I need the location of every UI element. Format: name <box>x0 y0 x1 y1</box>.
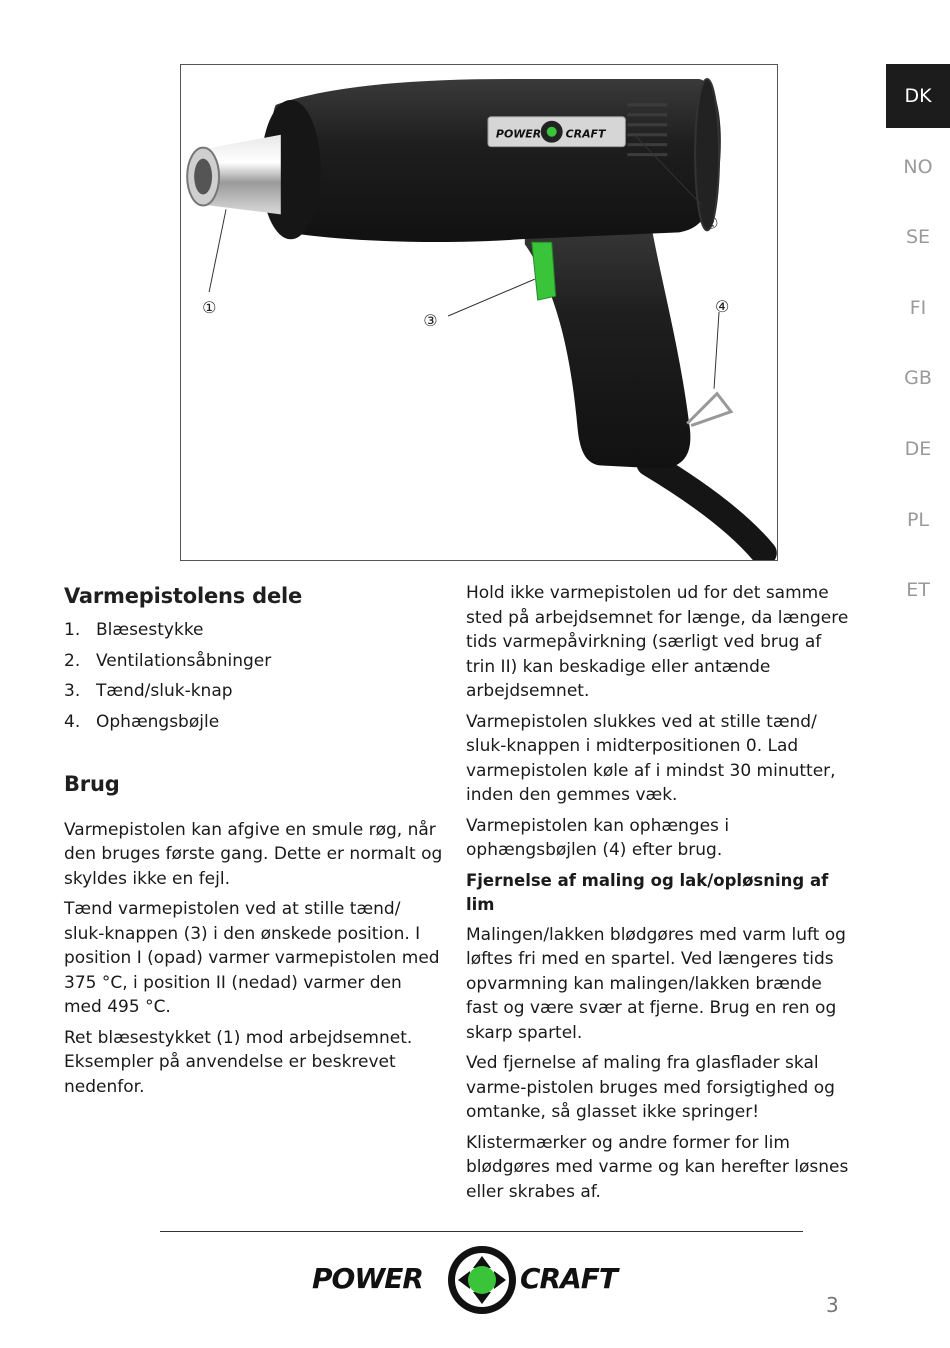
callout-4: ④ <box>715 297 730 317</box>
lang-tab-et[interactable]: ET <box>906 579 930 602</box>
left-column <box>64 584 444 1105</box>
lang-tab-de[interactable]: DE <box>904 437 932 460</box>
paragraph: Varmepistolen kan ophænges i ophængsbøjlen (4) efter brug. <box>466 815 730 860</box>
lang-tab-se[interactable]: SE <box>905 226 931 249</box>
page-number: 3 <box>826 1293 839 1317</box>
switch-illustration <box>532 242 556 300</box>
brand-plate-left: POWER <box>495 127 542 141</box>
paragraph: Varmepistolen slukkes ved at stille tænd/ sluk-knappen i midterpositionen 0. Lad varmepistolen køle af i mindst 30 minutter, inden den gemmes væk. <box>466 711 836 805</box>
lang-tab-gb[interactable]: GB <box>904 367 932 390</box>
callout-3: ③ <box>423 310 438 330</box>
paragraph: Ved fjernelse af maling fra glasflader skal varme-pistolen bruges med forsigtighed og omtanke, så glasset ikke springer! <box>466 1053 835 1122</box>
callout-2: ② <box>704 213 719 233</box>
paragraph: Ret blæsestykket (1) mod arbejdsemnet. Eksempler på anvendelse er beskrevet nedenfor. <box>64 1027 413 1097</box>
paragraph: Hold ikke varmepistolen ud for det samme sted på arbejdsemnet for længe, da længere tids varmepåvirkning (særligt ved brug af trin II) kan beskadige eller antænde arbejdsemnet. <box>466 583 849 701</box>
heat-gun-illustration <box>181 65 777 560</box>
paragraph: Varmepistolen kan afgive en smule røg, når den bruges første gang. Dette er normalt og skyldes ikke en fejl. <box>64 819 443 889</box>
logo-word-left: POWER <box>312 1262 423 1295</box>
footer-divider <box>160 1231 803 1232</box>
paragraph: Klistermærker og andre former for lim blødgøres med varme og kan herefter løsnes eller skrabes af. <box>466 1132 849 1202</box>
list-item: 4. Ophængsbøjle <box>64 711 220 732</box>
paragraph: Tænd varmepistolen ved at stille tænd/ sluk-knappen (3) i den ønskede position. I position I (opad) varmer varmepistolen med 375 °C, i position II (nedad) varmer den med 495 °C. <box>64 899 440 1017</box>
powercraft-logo <box>310 1242 642 1318</box>
lang-tab-dk[interactable]: DK <box>886 64 950 128</box>
parts-list <box>64 618 444 734</box>
paragraph: Malingen/lakken blødgøres med varm luft og løftes fri med en spartel. Ved længeres tids opvarmning kan malingen/lakken brænde fast og være svær at fjerne. Brug en ren og skarp spartel. <box>466 924 846 1043</box>
brand-plate-right: CRAFT <box>565 127 606 141</box>
usage-text <box>64 818 444 1100</box>
lang-tab-no[interactable]: NO <box>903 155 933 178</box>
list-item: 3. Tænd/sluk-knap <box>64 681 233 701</box>
callout-1: ① <box>202 297 217 317</box>
usage-heading: Brug <box>64 771 120 796</box>
lang-tab-pl[interactable]: PL <box>906 508 930 531</box>
logo-word-right: CRAFT <box>520 1262 618 1295</box>
paint-removal-heading: Fjernelse af maling og lak/opløsning af lim <box>466 870 829 914</box>
language-tabs <box>886 64 950 629</box>
right-column <box>466 581 850 1210</box>
list-item: 1. Blæsestykke <box>64 620 204 640</box>
product-figure <box>180 64 778 561</box>
parts-heading: Varmepistolens dele <box>64 584 303 608</box>
lang-tab-fi[interactable]: FI <box>909 296 927 319</box>
list-item: 2. Ventilationsåbninger <box>64 650 272 671</box>
